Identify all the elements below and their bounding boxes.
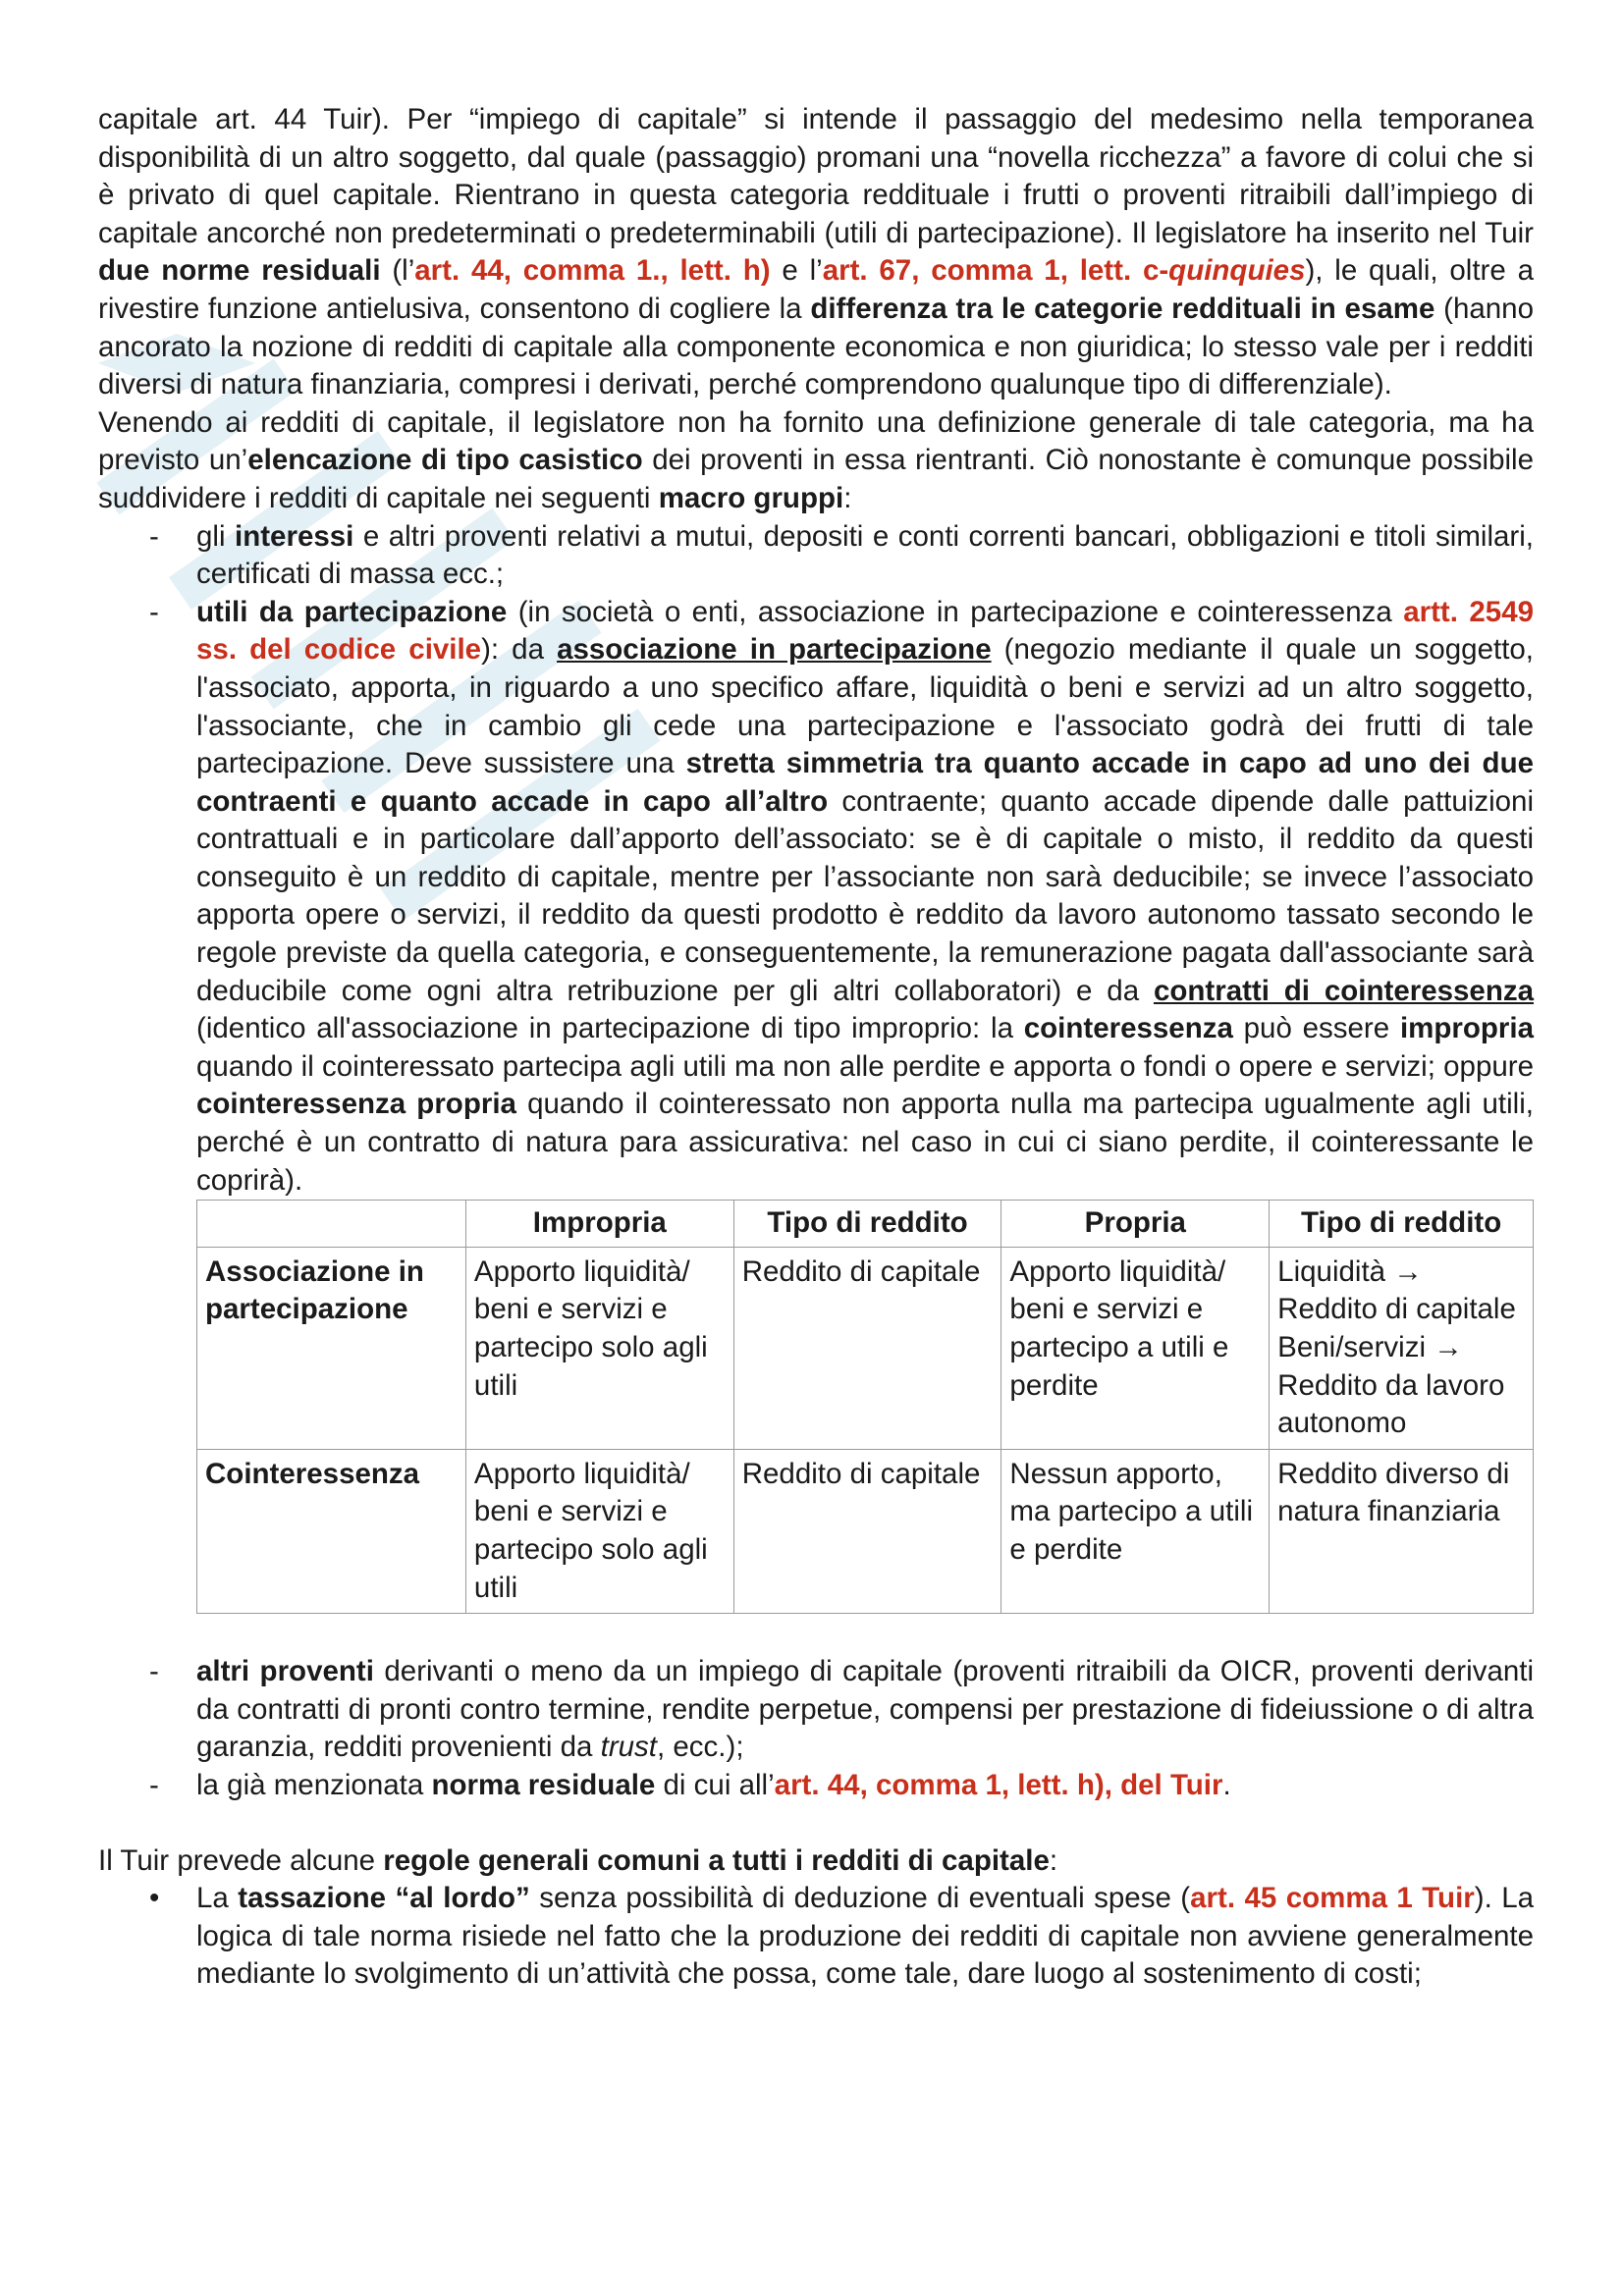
table-cell: Apporto liquidità/ beni e servizi e partecipo solo agli utili xyxy=(465,1449,733,1613)
table-cell: Nessun apporto, ma partecipo a utili e perdite xyxy=(1001,1449,1270,1613)
macro-groups-list-continued xyxy=(98,1653,1534,1804)
comparison-table xyxy=(196,1200,1534,1614)
table-header-cell: Tipo di reddito xyxy=(1270,1201,1534,1248)
paragraph-capital-income-intro: capitale art. 44 Tuir). Per “impiego di capitale” si intende il passaggio del medesimo nella temporanea disponibilità di un altro soggetto, dal quale (passaggio) promani una “novella ricchezza” a favore di colui che si è privato di quel capitale. Rientrano in questa categoria reddituale i frutti o proventi ritraibili dall’impiego di capitale ancorché non predeterminati o predeterminabili (utili di partecipazione). Il legislatore ha inserito nel Tuir due norme residuali (l’art. 44, comma 1., lett. h) e l’art. 67, comma 1, lett. c-quinquies), le quali, oltre a rivestire funzione antielusiva, consentono di cogliere la differenza tra le categorie reddituali in esame (hanno ancorato la nozione di redditi di capitale alla componente economica e non giuridica; lo stesso vale per i redditi diversi di natura finanziaria, compresi i derivati, perché comprendono qualunque tipo di differenziale). xyxy=(98,103,1534,401)
table-cell: Reddito diverso di natura finanziaria xyxy=(1270,1449,1534,1613)
dash-bullet: - xyxy=(149,519,159,553)
table-row xyxy=(197,1449,1534,1613)
spacer xyxy=(98,1805,1534,1842)
dash-bullet: - xyxy=(149,1655,159,1688)
list-item-tassazione-lordo: • La tassazione “al lordo” senza possibilità di deduzione di eventuali spese (art. 45 comma 1 Tuir). La logica di tale norma risiede nel fatto che la produzione dei redditi di capitale non avviene generalmente mediante lo svolgimento di un’attività che possa, come tale, dare luogo al sostenimento di costi; xyxy=(149,1882,1535,1991)
dot-bullet: • xyxy=(149,1882,160,1915)
table-cell: Reddito di capitale xyxy=(733,1449,1001,1613)
ref-art-45: art. 45 comma 1 Tuir xyxy=(1190,1882,1475,1915)
general-rules-list xyxy=(98,1880,1534,1994)
cell-line: Liquidità → Reddito di capitale xyxy=(1277,1255,1516,1326)
table-row xyxy=(197,1247,1534,1449)
dash-bullet: - xyxy=(149,595,159,628)
dash-bullet: - xyxy=(149,1768,159,1801)
ref-artt-2549: artt. 2549 ss. del codice civile xyxy=(196,595,1535,667)
row-label: Cointeressenza xyxy=(197,1449,466,1613)
row-label: Associazione in partecipazione xyxy=(197,1247,466,1449)
table-cell xyxy=(1270,1247,1534,1449)
ref-art-44-h: art. 44, comma 1., lett. h) xyxy=(414,254,771,288)
macro-groups-list xyxy=(98,518,1534,1201)
table-header-cell: Propria xyxy=(1001,1201,1270,1248)
paragraph-general-rules: Il Tuir prevede alcune regole generali comuni a tutti i redditi di capitale: xyxy=(98,1843,1058,1877)
table-cell: Apporto liquidità/ beni e servizi e partecipo solo agli utili xyxy=(465,1247,733,1449)
table-cell: Reddito di capitale xyxy=(733,1247,1001,1449)
table-header-cell: Impropria xyxy=(465,1201,733,1248)
list-item-altri-proventi: - altri proventi derivanti o meno da un impiego di capitale (proventi ritraibili da OICR, proventi derivanti da contratti di pronti contro termine, rendite perpetue, compensi per prestazione di fideiussione o di altra garanzia, redditi provenienti da trust, ecc.); xyxy=(149,1655,1535,1764)
list-item-interessi: - gli interessi e altri proventi relativi a mutui, depositi e conti correnti bancari, obbligazioni e titoli similari, certificati di massa ecc.; xyxy=(149,519,1534,591)
document-page xyxy=(98,101,1534,1994)
table-cell: Apporto liquidità/ beni e servizi e partecipo a utili e perdite xyxy=(1001,1247,1270,1449)
cell-line: Beni/servizi → Reddito da lavoro autonomo xyxy=(1277,1331,1505,1440)
paragraph-macro-groups: Venendo ai redditi di capitale, il legislatore non ha fornito una definizione generale di tale categoria, ma ha previsto un’elencazione di tipo casistico dei proventi in essa rientranti. Ciò nonostante è comunque possibile suddividere i redditi di capitale nei seguenti macro gruppi: xyxy=(98,405,1534,514)
table-header-row xyxy=(197,1201,1534,1248)
ref-art-44-tuir: art. 44, comma 1, lett. h), del Tuir xyxy=(774,1768,1223,1801)
list-item-utili-partecipazione: - utili da partecipazione (in società o enti, associazione in partecipazione e cointeressenza artt. 2549 ss. del codice civile): da associazione in partecipazione (negozio mediante il quale un soggetto, l'associato, apporta, in riguardo a uno specifico affare, liquidità o beni e servizi ad un altro soggetto, l'associante, che in cambio gli cede una partecipazione e l'associato godrà dei frutti di tale partecipazione. Deve sussistere una stretta simmetria tra quanto accade in capo ad uno dei due contraenti e quanto accade in capo all’altro contraente; quanto accade dipende dalle pattuizioni contrattuali e in particolare dall’apporto dell’associato: se è di capitale o misto, il reddito da questi conseguito è un reddito di capitale, mentre per l’associante non sarà deducibile; se invece l’associato apporta opere o servizi, il reddito da questi prodotto è reddito da lavoro autonomo tassato secondo le regole previste da quella categoria, e conseguentemente, la remunerazione pagata dall'associante sarà deducibile come ogni altra retribuzione per gli altri collaboratori) e da contratti di cointeressenza (identico all'associazione in partecipazione di tipo improprio: la cointeressenza può essere impropria quando il cointeressato partecipa agli utili ma non alle perdite e apporta o fondi o opere e servizi; oppure cointeressenza propria quando il cointeressato non apporta nulla ma partecipa ugualmente agli utili, perché è un contratto di natura para assicurativa: nel caso in cui ci siano perdite, il cointeressante le coprirà). xyxy=(149,595,1535,1197)
list-item-norma-residuale: - la già menzionata norma residuale di cui all’art. 44, comma 1, lett. h), del Tuir. xyxy=(98,1767,1534,1805)
spacer xyxy=(98,1614,1534,1653)
table-header-cell xyxy=(197,1201,466,1248)
table-header-cell: Tipo di reddito xyxy=(733,1201,1001,1248)
ref-art-67: art. 67, comma 1, lett. c-quinquies xyxy=(822,254,1306,288)
